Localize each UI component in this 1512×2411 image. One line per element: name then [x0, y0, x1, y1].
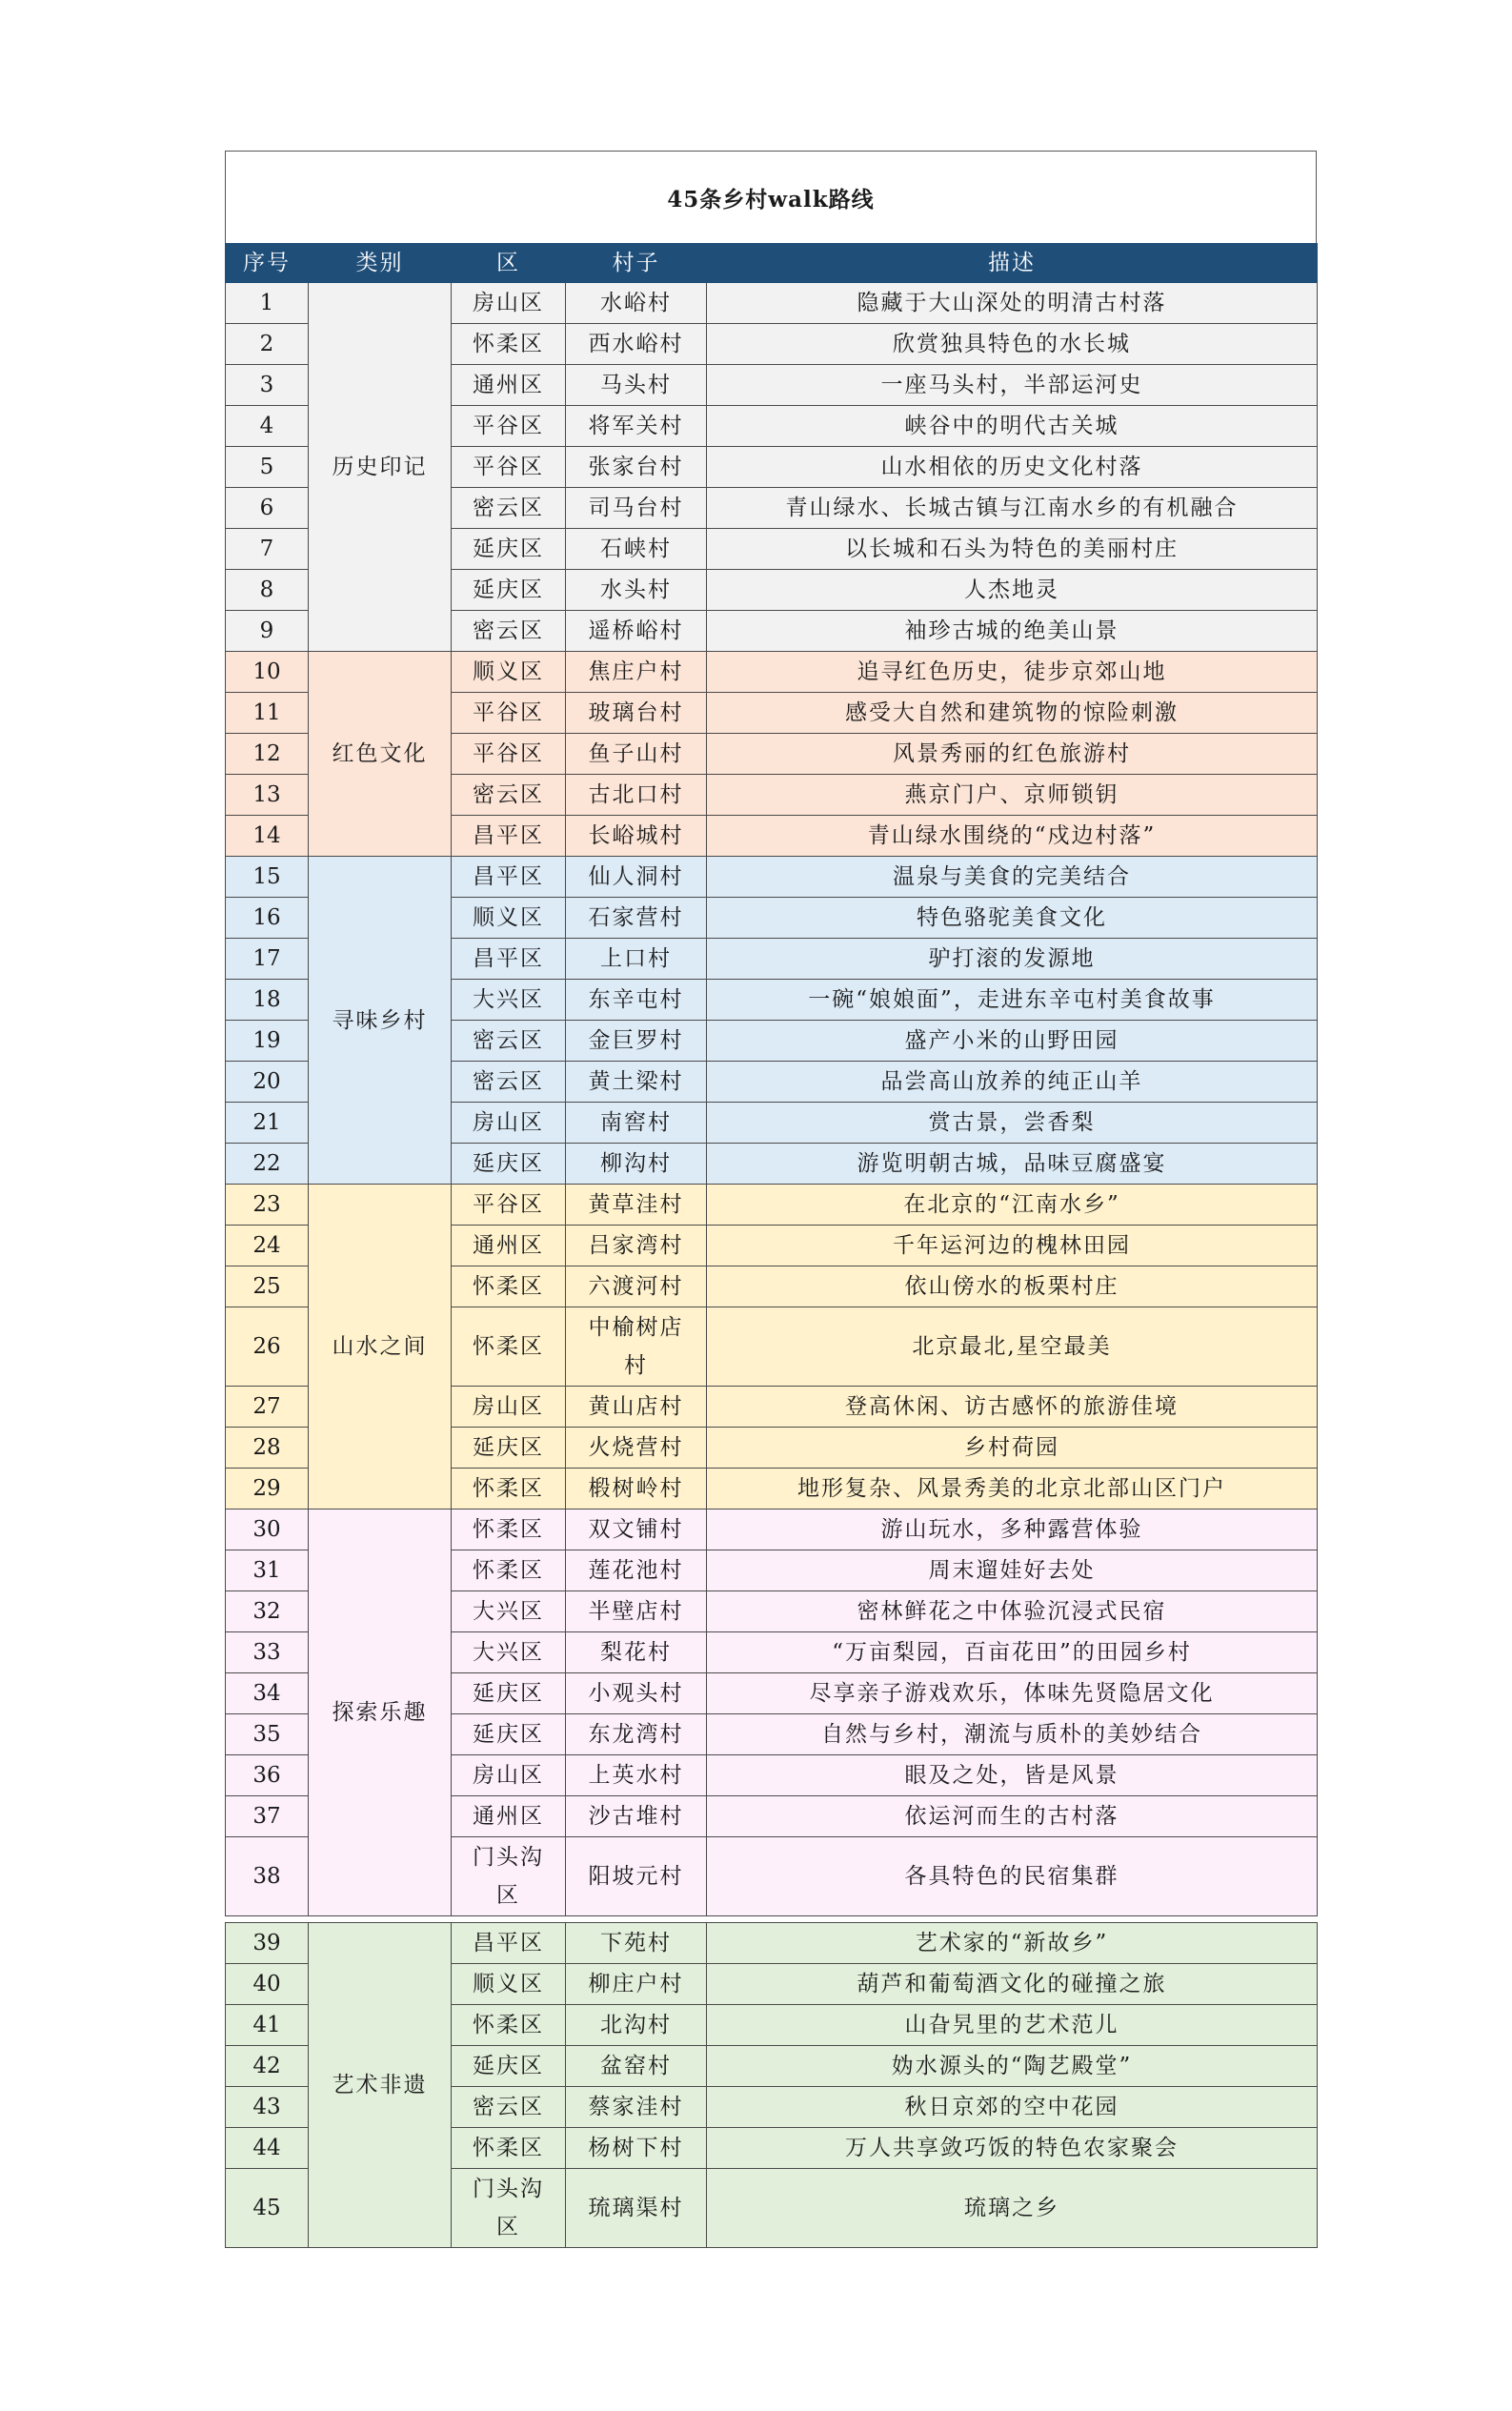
district-cell: 顺义区: [452, 652, 566, 693]
row-number: 30: [226, 1509, 309, 1550]
village-cell: 蔡家洼村: [566, 2087, 707, 2128]
description-cell: 品尝高山放养的纯正山羊: [707, 1062, 1318, 1103]
district-cell: 房山区: [452, 1387, 566, 1428]
description-cell: 万人共享敛巧饭的特色农家聚会: [707, 2128, 1318, 2169]
row-number: 25: [226, 1266, 309, 1307]
village-cell: 古北口村: [566, 775, 707, 816]
row-number: 24: [226, 1226, 309, 1266]
description-cell: 游山玩水，多种露营体验: [707, 1509, 1318, 1550]
header-row: [226, 244, 1318, 283]
row-number: 36: [226, 1755, 309, 1796]
district-cell: 房山区: [452, 1755, 566, 1796]
village-cell: 琉璃渠村: [566, 2169, 707, 2248]
district-cell: 顺义区: [452, 1964, 566, 2005]
village-cell: 金巨罗村: [566, 1021, 707, 1062]
village-cell: 火烧营村: [566, 1428, 707, 1469]
district-cell: 延庆区: [452, 1144, 566, 1185]
row-number: 15: [226, 857, 309, 898]
village-cell: 遥桥峪村: [566, 611, 707, 652]
row-number: 28: [226, 1428, 309, 1469]
row-number: 13: [226, 775, 309, 816]
description-cell: 感受大自然和建筑物的惊险刺激: [707, 693, 1318, 734]
district-cell: 大兴区: [452, 1591, 566, 1632]
district-cell: 延庆区: [452, 1673, 566, 1714]
table-row: [226, 1923, 1318, 1964]
district-cell: 昌平区: [452, 857, 566, 898]
row-number: 31: [226, 1550, 309, 1591]
description-cell: 妫水源头的“陶艺殿堂”: [707, 2046, 1318, 2087]
district-cell: 房山区: [452, 283, 566, 324]
row-number: 40: [226, 1964, 309, 2005]
description-cell: 青山绿水、长城古镇与江南水乡的有机融合: [707, 488, 1318, 529]
row-number: 18: [226, 980, 309, 1021]
district-cell: 怀柔区: [452, 1509, 566, 1550]
district-cell: 延庆区: [452, 1714, 566, 1755]
description-cell: 乡村荷园: [707, 1428, 1318, 1469]
description-cell: 山旮旯里的艺术范儿: [707, 2005, 1318, 2046]
description-cell: 燕京门户、京师锁钥: [707, 775, 1318, 816]
village-cell: 半壁店村: [566, 1591, 707, 1632]
village-cell: 中榆树店村: [566, 1307, 707, 1387]
description-cell: 驴打滚的发源地: [707, 939, 1318, 980]
district-cell: 房山区: [452, 1103, 566, 1144]
district-cell: 怀柔区: [452, 1307, 566, 1387]
header-district: 区: [452, 244, 566, 283]
district-cell: 延庆区: [452, 570, 566, 611]
village-cell: 东龙湾村: [566, 1714, 707, 1755]
description-cell: 依山傍水的板栗村庄: [707, 1266, 1318, 1307]
village-cell: 杨树下村: [566, 2128, 707, 2169]
table-row: [226, 652, 1318, 693]
district-cell: 延庆区: [452, 1428, 566, 1469]
district-cell: 延庆区: [452, 2046, 566, 2087]
district-cell: 平谷区: [452, 1185, 566, 1226]
district-cell: 昌平区: [452, 1923, 566, 1964]
district-cell: 通州区: [452, 1796, 566, 1837]
description-cell: 隐藏于大山深处的明清古村落: [707, 283, 1318, 324]
description-cell: 盛产小米的山野田园: [707, 1021, 1318, 1062]
table-row: [226, 283, 1318, 324]
table-row: [226, 1185, 1318, 1226]
description-cell: 眼及之处，皆是风景: [707, 1755, 1318, 1796]
description-cell: 以长城和石头为特色的美丽村庄: [707, 529, 1318, 570]
district-cell: 密云区: [452, 611, 566, 652]
row-number: 5: [226, 447, 309, 488]
description-cell: 袖珍古城的绝美山景: [707, 611, 1318, 652]
description-cell: 琉璃之乡: [707, 2169, 1318, 2248]
village-cell: 石家营村: [566, 898, 707, 939]
row-number: 9: [226, 611, 309, 652]
district-cell: 门头沟区: [452, 2169, 566, 2248]
district-cell: 平谷区: [452, 693, 566, 734]
village-cell: 长峪城村: [566, 816, 707, 857]
description-cell: 尽享亲子游戏欢乐，体味先贤隐居文化: [707, 1673, 1318, 1714]
header-category: 类别: [309, 244, 452, 283]
header-description: 描述: [707, 244, 1318, 283]
row-number: 37: [226, 1796, 309, 1837]
district-cell: 密云区: [452, 2087, 566, 2128]
row-number: 4: [226, 406, 309, 447]
table-row: [226, 857, 1318, 898]
description-cell: 山水相依的历史文化村落: [707, 447, 1318, 488]
village-cell: 仙人洞村: [566, 857, 707, 898]
row-number: 21: [226, 1103, 309, 1144]
description-cell: 风景秀丽的红色旅游村: [707, 734, 1318, 775]
village-cell: 柳庄户村: [566, 1964, 707, 2005]
village-cell: 盆窑村: [566, 2046, 707, 2087]
village-cell: 南窖村: [566, 1103, 707, 1144]
row-number: 38: [226, 1837, 309, 1916]
route-sheet: [225, 151, 1317, 2248]
row-number: 45: [226, 2169, 309, 2248]
village-cell: 焦庄户村: [566, 652, 707, 693]
category-cell: 探索乐趣: [309, 1509, 452, 1916]
category-cell: 寻味乡村: [309, 857, 452, 1185]
district-cell: 怀柔区: [452, 1266, 566, 1307]
village-cell: 黄山店村: [566, 1387, 707, 1428]
description-cell: 温泉与美食的完美结合: [707, 857, 1318, 898]
village-cell: 沙古堆村: [566, 1796, 707, 1837]
district-cell: 顺义区: [452, 898, 566, 939]
row-number: 16: [226, 898, 309, 939]
row-number: 6: [226, 488, 309, 529]
routes-table: [225, 243, 1318, 2248]
row-number: 1: [226, 283, 309, 324]
village-cell: 莲花池村: [566, 1550, 707, 1591]
district-cell: 通州区: [452, 365, 566, 406]
description-cell: 一座马头村，半部运河史: [707, 365, 1318, 406]
description-cell: 地形复杂、风景秀美的北京北部山区门户: [707, 1469, 1318, 1509]
district-cell: 平谷区: [452, 734, 566, 775]
description-cell: 欣赏独具特色的水长城: [707, 324, 1318, 365]
description-cell: 葫芦和葡萄酒文化的碰撞之旅: [707, 1964, 1318, 2005]
row-number: 41: [226, 2005, 309, 2046]
district-cell: 平谷区: [452, 406, 566, 447]
village-cell: 下苑村: [566, 1923, 707, 1964]
row-number: 29: [226, 1469, 309, 1509]
description-cell: 人杰地灵: [707, 570, 1318, 611]
village-cell: 北沟村: [566, 2005, 707, 2046]
row-number: 20: [226, 1062, 309, 1103]
row-number: 26: [226, 1307, 309, 1387]
category-cell: 红色文化: [309, 652, 452, 857]
row-number: 35: [226, 1714, 309, 1755]
row-number: 8: [226, 570, 309, 611]
village-cell: 司马台村: [566, 488, 707, 529]
row-number: 11: [226, 693, 309, 734]
category-cell: 历史印记: [309, 283, 452, 652]
village-cell: 吕家湾村: [566, 1226, 707, 1266]
description-cell: 秋日京郊的空中花园: [707, 2087, 1318, 2128]
district-cell: 门头沟区: [452, 1837, 566, 1916]
description-cell: 赏古景，尝香梨: [707, 1103, 1318, 1144]
village-cell: 水峪村: [566, 283, 707, 324]
village-cell: 西水峪村: [566, 324, 707, 365]
village-cell: 上英水村: [566, 1755, 707, 1796]
village-cell: 石峡村: [566, 529, 707, 570]
district-cell: 怀柔区: [452, 2128, 566, 2169]
village-cell: 马头村: [566, 365, 707, 406]
village-cell: 张家台村: [566, 447, 707, 488]
description-cell: 登高休闲、访古感怀的旅游佳境: [707, 1387, 1318, 1428]
row-number: 22: [226, 1144, 309, 1185]
header-village: 村子: [566, 244, 707, 283]
table-title: 45条乡村walk路线: [225, 151, 1317, 243]
village-cell: 六渡河村: [566, 1266, 707, 1307]
row-number: 14: [226, 816, 309, 857]
district-cell: 密云区: [452, 1021, 566, 1062]
description-cell: 周末遛娃好去处: [707, 1550, 1318, 1591]
district-cell: 怀柔区: [452, 2005, 566, 2046]
district-cell: 昌平区: [452, 816, 566, 857]
row-number: 7: [226, 529, 309, 570]
village-cell: 柳沟村: [566, 1144, 707, 1185]
district-cell: 大兴区: [452, 980, 566, 1021]
description-cell: 艺术家的“新故乡”: [707, 1923, 1318, 1964]
row-number: 34: [226, 1673, 309, 1714]
row-number: 10: [226, 652, 309, 693]
description-cell: 一碗“娘娘面”，走进东辛屯村美食故事: [707, 980, 1318, 1021]
district-cell: 延庆区: [452, 529, 566, 570]
village-cell: 上口村: [566, 939, 707, 980]
row-number: 17: [226, 939, 309, 980]
row-number: 12: [226, 734, 309, 775]
district-cell: 密云区: [452, 775, 566, 816]
village-cell: 阳坡元村: [566, 1837, 707, 1916]
routes-body: [226, 283, 1318, 2248]
village-cell: 黄土梁村: [566, 1062, 707, 1103]
table-row: [226, 1509, 1318, 1550]
district-cell: 通州区: [452, 1226, 566, 1266]
spacer-cell: [226, 1916, 1318, 1923]
village-cell: 鱼子山村: [566, 734, 707, 775]
description-cell: 峡谷中的明代古关城: [707, 406, 1318, 447]
village-cell: 小观头村: [566, 1673, 707, 1714]
village-cell: 双文铺村: [566, 1509, 707, 1550]
row-number: 23: [226, 1185, 309, 1226]
district-cell: 昌平区: [452, 939, 566, 980]
district-cell: 大兴区: [452, 1632, 566, 1673]
village-cell: 梨花村: [566, 1632, 707, 1673]
district-cell: 密云区: [452, 488, 566, 529]
row-number: 27: [226, 1387, 309, 1428]
row-number: 39: [226, 1923, 309, 1964]
row-number: 44: [226, 2128, 309, 2169]
description-cell: 依运河而生的古村落: [707, 1796, 1318, 1837]
description-cell: 自然与乡村，潮流与质朴的美妙结合: [707, 1714, 1318, 1755]
description-cell: 特色骆驼美食文化: [707, 898, 1318, 939]
village-cell: 黄草洼村: [566, 1185, 707, 1226]
description-cell: 各具特色的民宿集群: [707, 1837, 1318, 1916]
district-cell: 怀柔区: [452, 1469, 566, 1509]
description-cell: 在北京的“江南水乡”: [707, 1185, 1318, 1226]
description-cell: 北京最北,星空最美: [707, 1307, 1318, 1387]
district-cell: 怀柔区: [452, 1550, 566, 1591]
village-cell: 水头村: [566, 570, 707, 611]
description-cell: 密林鲜花之中体验沉浸式民宿: [707, 1591, 1318, 1632]
row-number: 3: [226, 365, 309, 406]
description-cell: 青山绿水围绕的“戍边村落”: [707, 816, 1318, 857]
row-number: 2: [226, 324, 309, 365]
category-cell: 艺术非遗: [309, 1923, 452, 2248]
village-cell: 椴树岭村: [566, 1469, 707, 1509]
row-number: 19: [226, 1021, 309, 1062]
description-cell: “万亩梨园，百亩花田”的田园乡村: [707, 1632, 1318, 1673]
village-cell: 玻璃台村: [566, 693, 707, 734]
description-cell: 游览明朝古城，品味豆腐盛宴: [707, 1144, 1318, 1185]
village-cell: 东辛屯村: [566, 980, 707, 1021]
district-cell: 密云区: [452, 1062, 566, 1103]
row-number: 42: [226, 2046, 309, 2087]
header-number: 序号: [226, 244, 309, 283]
row-number: 43: [226, 2087, 309, 2128]
village-cell: 将军关村: [566, 406, 707, 447]
district-cell: 怀柔区: [452, 324, 566, 365]
row-number: 32: [226, 1591, 309, 1632]
row-number: 33: [226, 1632, 309, 1673]
group-spacer: [226, 1916, 1318, 1923]
description-cell: 千年运河边的槐林田园: [707, 1226, 1318, 1266]
description-cell: 追寻红色历史，徒步京郊山地: [707, 652, 1318, 693]
district-cell: 平谷区: [452, 447, 566, 488]
category-cell: 山水之间: [309, 1185, 452, 1509]
